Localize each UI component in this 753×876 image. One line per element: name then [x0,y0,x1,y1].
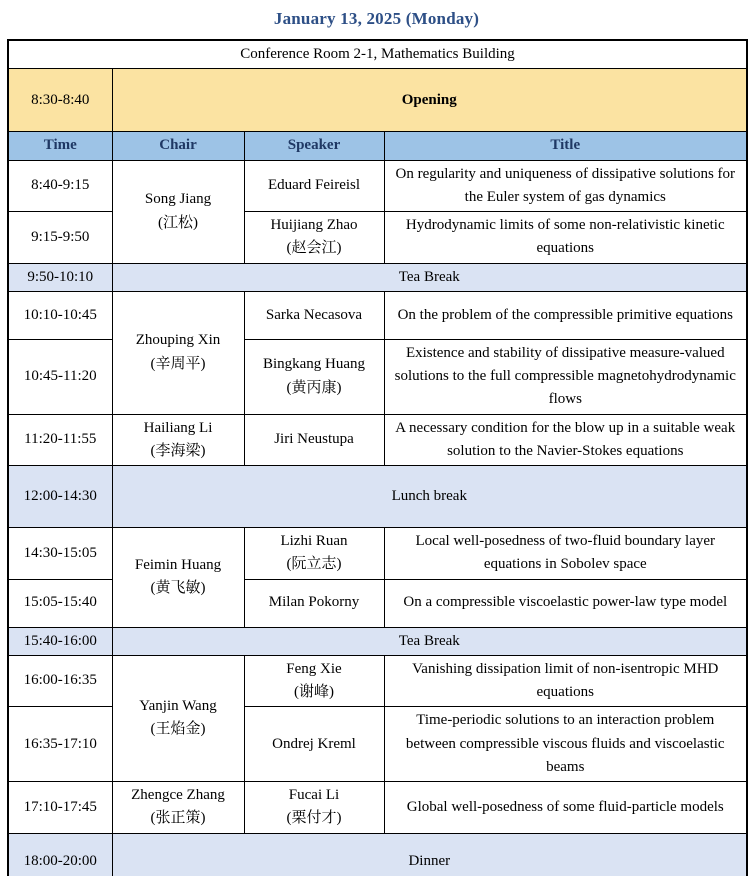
opening-time-cell: 8:30-8:40 [8,69,112,132]
chair-cell [112,782,244,834]
break-time-cell: 12:00-14:30 [8,466,112,528]
speaker-name-cn: (赵会江) [286,240,342,257]
title-cell: On the problem of the compressible primitive equations [384,291,747,339]
speaker-name-en: Ondrej Kreml [272,735,356,752]
speaker-name-en: Huijiang Zhao [270,217,358,233]
time-cell: 16:35-17:10 [8,707,112,782]
speaker-name-en: Milan Pokorny [268,594,360,611]
speaker-cell [244,160,384,212]
speaker-cell [244,655,384,707]
talk-row [8,414,747,466]
time-cell: 15:05-15:40 [8,579,112,627]
break-time-cell: 9:50-10:10 [8,263,112,291]
speaker-name-en: Sarka Necasova [265,306,363,323]
room-header-row [8,40,747,69]
speaker-cell [244,212,384,264]
opening-row [8,69,747,132]
speaker-name-cn: (阮立志) [286,556,342,573]
break-time-cell: 15:40-16:00 [8,627,112,655]
chair-cell [112,291,244,414]
title-cell: A necessary condition for the blow up in a suitable weak solution to the Navier-Stokes equations [384,414,747,466]
chair-name-en: Zhengce Zhang [131,787,225,803]
time-cell: 8:40-9:15 [8,160,112,212]
speaker-cell [244,707,384,782]
chair-name-cn: (王焰金) [150,721,206,738]
speaker-name-en: Feng Xie [286,660,342,677]
title-cell: On a compressible viscoelastic power-law type model [384,579,747,627]
col-header-chair: Chair [112,132,244,160]
room-header-cell: Conference Room 2-1, Mathematics Building [8,40,747,69]
speaker-name-en: Lizhi Ruan [280,533,348,549]
break-label-cell: Tea Break [112,627,747,655]
chair-cell [112,160,244,263]
time-cell: 10:10-10:45 [8,291,112,339]
chair-name-en: Yanjin Wang [139,698,217,715]
chair-cell [112,655,244,781]
speaker-name-cn: (黄丙康) [286,379,342,396]
chair-name-cn: (李海梁) [150,442,206,459]
opening-label-cell: Opening [112,69,747,132]
time-cell: 11:20-11:55 [8,414,112,466]
talk-row [8,291,747,339]
speaker-cell [244,579,384,627]
chair-name-en: Feimin Huang [134,557,222,573]
speaker-name-en: Bingkang Huang [262,356,366,373]
talk-row [8,782,747,834]
date-heading: January 13, 2025 (Monday) [273,9,480,28]
schedule-table [7,39,748,876]
col-header-time: Time [8,132,112,160]
title-cell: On regularity and uniqueness of dissipative solutions for the Euler system of gas dynamics [384,160,747,212]
speaker-name-en: Jiri Neustupa [274,431,354,448]
col-header-speaker: Speaker [244,132,384,160]
time-cell: 14:30-15:05 [8,528,112,580]
speaker-cell [244,414,384,466]
chair-name-cn: (黄飞敏) [150,580,206,597]
speaker-cell [244,291,384,339]
break-time-cell: 18:00-20:00 [8,833,112,876]
title-cell: Existence and stability of dissipative measure-valued solutions to the full compressible magnetohydrodynamic flows [384,339,747,414]
chair-name-en: Song Jiang [144,191,212,208]
chair-cell [112,414,244,466]
talk-row [8,528,747,580]
chair-name-en: Zhouping Xin [135,332,221,349]
chair-name-cn: (张正策) [150,810,206,827]
speaker-name-cn: (栗付才) [286,810,342,827]
break-label-cell: Dinner [112,833,747,876]
talk-row [8,655,747,707]
speaker-name-en: Fucai Li [288,787,340,803]
time-cell: 17:10-17:45 [8,782,112,834]
title-cell: Local well-posedness of two-fluid boundary layer equations in Sobolev space [384,528,747,580]
talk-row [8,160,747,212]
dinner-row [8,833,747,876]
column-header-row [8,132,747,160]
speaker-name-en: Eduard Feireisl [267,177,361,194]
title-cell: Hydrodynamic limits of some non-relativistic kinetic equations [384,212,747,264]
lunch-break-row [8,466,747,528]
tea-break-row [8,263,747,291]
break-label-cell: Tea Break [112,263,747,291]
speaker-name-cn: (谢峰) [294,684,334,700]
time-cell: 16:00-16:35 [8,655,112,707]
chair-name-en: Hailiang Li [143,419,213,436]
speaker-cell [244,782,384,834]
title-cell: Global well-posedness of some fluid-particle models [384,782,747,834]
chair-name-cn: (江松) [158,214,198,231]
speaker-cell [244,528,384,580]
col-header-title: Title [384,132,747,160]
chair-name-cn: (辛周平) [150,355,206,372]
title-cell: Time-periodic solutions to an interaction problem between compressible viscous fluids and viscoelastic beams [384,707,747,782]
time-cell: 9:15-9:50 [8,212,112,264]
break-label-cell: Lunch break [112,466,747,528]
chair-cell [112,528,244,628]
tea-break-row [8,627,747,655]
time-cell: 10:45-11:20 [8,339,112,414]
speaker-cell [244,339,384,414]
title-cell: Vanishing dissipation limit of non-isentropic MHD equations [384,655,747,707]
